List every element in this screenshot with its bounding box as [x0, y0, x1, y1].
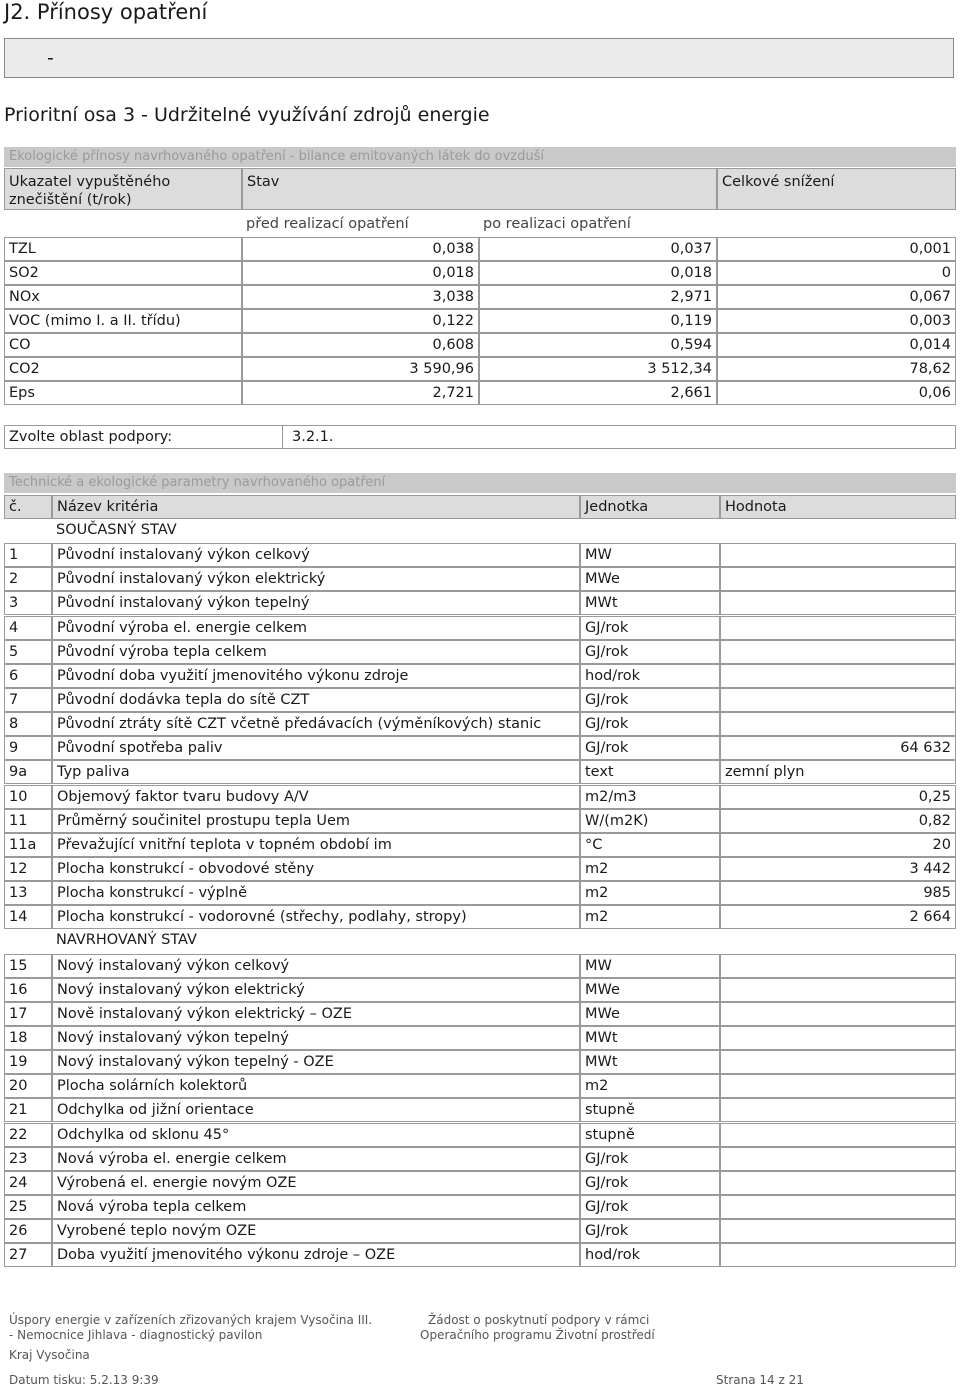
- criterion-value: [720, 1219, 956, 1243]
- criteria-row: [4, 881, 956, 905]
- criterion-unit: GJ/rok: [580, 688, 720, 712]
- criterion-value: 985: [720, 881, 956, 905]
- pollutant-name: CO: [4, 333, 242, 357]
- criterion-name: Původní spotřeba paliv: [52, 736, 580, 760]
- criteria-row: [4, 1074, 956, 1098]
- criterion-unit: W/(m2K): [580, 809, 720, 833]
- criterion-number: 27: [4, 1243, 52, 1267]
- criterion-unit: GJ/rok: [580, 1219, 720, 1243]
- col-value-header: Hodnota: [720, 495, 956, 519]
- col-total-header: Celkové snížení: [717, 168, 956, 210]
- criterion-name: Plocha konstrukcí - výplně: [52, 881, 580, 905]
- pollutant-name: NOx: [4, 285, 242, 309]
- value-after: 2,971: [479, 285, 717, 309]
- criteria-row: [4, 1050, 956, 1074]
- col-unit-header: Jednotka: [580, 495, 720, 519]
- value-reduction: 0,014: [717, 333, 956, 357]
- criterion-unit: stupně: [580, 1098, 720, 1122]
- criterion-number: 9: [4, 736, 52, 760]
- criterion-number: 26: [4, 1219, 52, 1243]
- criterion-name: Původní dodávka tepla do sítě CZT: [52, 688, 580, 712]
- page-title: J2. Přínosy opatření: [4, 0, 208, 24]
- support-area-value: 3.2.1.: [292, 429, 334, 445]
- criteria-row: [4, 1219, 956, 1243]
- value-before: 3,038: [242, 285, 479, 309]
- criterion-number: 21: [4, 1098, 52, 1122]
- criterion-number: 19: [4, 1050, 52, 1074]
- support-area-label: Zvolte oblast podpory:: [9, 429, 173, 445]
- criterion-name: Původní instalovaný výkon elektrický: [52, 567, 580, 591]
- criterion-value: [720, 1026, 956, 1050]
- criterion-unit: m2: [580, 905, 720, 929]
- criterion-number: 7: [4, 688, 52, 712]
- value-before: 3 590,96: [242, 357, 479, 381]
- criterion-value: zemní plyn: [720, 760, 956, 784]
- value-after: 0,037: [479, 237, 717, 261]
- criterion-unit: MWe: [580, 1002, 720, 1026]
- criterion-value: [720, 688, 956, 712]
- criterion-unit: m2: [580, 881, 720, 905]
- criterion-number: 11a: [4, 833, 52, 857]
- criterion-name: Nová výroba el. energie celkem: [52, 1147, 580, 1171]
- criteria-section-label: NAVRHOVANÝ STAV: [56, 932, 197, 949]
- criterion-value: 0,25: [720, 785, 956, 809]
- criterion-unit: m2: [580, 857, 720, 881]
- criterion-name: Původní výroba tepla celkem: [52, 640, 580, 664]
- criterion-value: [720, 1171, 956, 1195]
- value-before: 0,038: [242, 237, 479, 261]
- criterion-unit: MWt: [580, 1026, 720, 1050]
- criteria-row: [4, 1098, 956, 1122]
- print-date: Datum tisku: 5.2.13 9:39: [9, 1373, 159, 1387]
- criterion-unit: GJ/rok: [580, 616, 720, 640]
- page-number: Strana 14 z 21: [716, 1373, 804, 1387]
- criterion-unit: GJ/rok: [580, 1147, 720, 1171]
- criteria-row: [4, 905, 956, 929]
- criteria-row: [4, 567, 956, 591]
- criterion-name: Typ paliva: [52, 760, 580, 784]
- project-name-box: [4, 38, 954, 78]
- criterion-number: 3: [4, 591, 52, 615]
- criterion-number: 17: [4, 1002, 52, 1026]
- criterion-name: Doba využití jmenovitého výkonu zdroje – OZE: [52, 1243, 580, 1267]
- pollutant-name: SO2: [4, 261, 242, 285]
- criterion-name: Nový instalovaný výkon tepelný - OZE: [52, 1050, 580, 1074]
- criteria-row: [4, 1002, 956, 1026]
- criterion-unit: GJ/rok: [580, 712, 720, 736]
- criteria-row: [4, 833, 956, 857]
- criteria-row: [4, 640, 956, 664]
- criterion-name: Nově instalovaný výkon elektrický – OZE: [52, 1002, 580, 1026]
- criterion-number: 23: [4, 1147, 52, 1171]
- footer-project-line: Úspory energie v zařízeních zřizovaných krajem Vysočina III.: [9, 1313, 373, 1327]
- criterion-name: Původní instalovaný výkon celkový: [52, 543, 580, 567]
- criterion-unit: MWe: [580, 567, 720, 591]
- value-reduction: 0,06: [717, 381, 956, 405]
- criteria-row: [4, 1243, 956, 1267]
- criterion-value: [720, 1074, 956, 1098]
- value-after: 3 512,34: [479, 357, 717, 381]
- value-before: 0,018: [242, 261, 479, 285]
- criterion-value: [720, 1098, 956, 1122]
- criterion-unit: stupně: [580, 1123, 720, 1147]
- criterion-unit: GJ/rok: [580, 1171, 720, 1195]
- col-no-header: č.: [4, 495, 52, 519]
- criterion-unit: MW: [580, 954, 720, 978]
- value-reduction: 0: [717, 261, 956, 285]
- criterion-name: Výrobená el. energie novým OZE: [52, 1171, 580, 1195]
- support-area-divider: [282, 426, 283, 448]
- criterion-number: 10: [4, 785, 52, 809]
- value-after: 0,119: [479, 309, 717, 333]
- value-after: 0,018: [479, 261, 717, 285]
- criteria-row: [4, 688, 956, 712]
- criteria-row: [4, 785, 956, 809]
- col-after-header: po realizaci opatření: [483, 216, 631, 232]
- criteria-row: [4, 1123, 956, 1147]
- criteria-row: [4, 1171, 956, 1195]
- criterion-name: Odchylka od sklonu 45°: [52, 1123, 580, 1147]
- criteria-row: [4, 760, 956, 784]
- project-name-value: -: [47, 47, 54, 69]
- criterion-unit: GJ/rok: [580, 1195, 720, 1219]
- criterion-name: Nová výroba tepla celkem: [52, 1195, 580, 1219]
- criterion-value: [720, 1195, 956, 1219]
- criteria-section-row: [4, 929, 956, 953]
- value-after: 0,594: [479, 333, 717, 357]
- pollutant-name: CO2: [4, 357, 242, 381]
- criterion-number: 11: [4, 809, 52, 833]
- criterion-name: Plocha solárních kolektorů: [52, 1074, 580, 1098]
- criterion-value: [720, 954, 956, 978]
- criteria-row: [4, 1026, 956, 1050]
- criteria-row: [4, 857, 956, 881]
- criteria-row: [4, 591, 956, 615]
- footer-application-line: Žádost o poskytnutí podpory v rámci: [428, 1313, 650, 1327]
- criterion-value: [720, 1243, 956, 1267]
- criteria-row: [4, 954, 956, 978]
- value-after: 2,661: [479, 381, 717, 405]
- pollutant-name: Eps: [4, 381, 242, 405]
- criterion-unit: °C: [580, 833, 720, 857]
- criterion-unit: MWt: [580, 1050, 720, 1074]
- criteria-row: [4, 543, 956, 567]
- criterion-name: Nový instalovaný výkon elektrický: [52, 978, 580, 1002]
- criteria-row: [4, 616, 956, 640]
- footer-left: [9, 1313, 372, 1363]
- criteria-row: [4, 978, 956, 1002]
- footer-region: Kraj Vysočina: [9, 1348, 90, 1362]
- criteria-row: [4, 712, 956, 736]
- pollutant-name: VOC (mimo I. a II. třídu): [4, 309, 242, 333]
- criterion-number: 8: [4, 712, 52, 736]
- criterion-number: 15: [4, 954, 52, 978]
- value-before: 0,608: [242, 333, 479, 357]
- col-state-header: Stav: [242, 168, 717, 210]
- criterion-value: 3 442: [720, 857, 956, 881]
- criterion-value: 20: [720, 833, 956, 857]
- criteria-section-row: [4, 519, 956, 543]
- criterion-unit: text: [580, 760, 720, 784]
- criteria-row: [4, 809, 956, 833]
- pollutant-name: TZL: [4, 237, 242, 261]
- criterion-number: 4: [4, 616, 52, 640]
- criteria-row: [4, 736, 956, 760]
- criterion-number: 16: [4, 978, 52, 1002]
- emissions-section-header: Ekologické přínosy navrhovaného opatření - bilance emitovaných látek do ovzduší: [4, 147, 956, 167]
- footer-project-subline: - Nemocnice Jihlava - diagnostický pavilon: [9, 1328, 263, 1342]
- criterion-name: Průměrný součinitel prostupu tepla Uem: [52, 809, 580, 833]
- criterion-number: 6: [4, 664, 52, 688]
- criterion-value: 64 632: [720, 736, 956, 760]
- criterion-number: 24: [4, 1171, 52, 1195]
- value-reduction: 0,067: [717, 285, 956, 309]
- criterion-value: [720, 978, 956, 1002]
- value-reduction: 0,003: [717, 309, 956, 333]
- criteria-row: [4, 1147, 956, 1171]
- criterion-unit: hod/rok: [580, 664, 720, 688]
- criterion-number: 18: [4, 1026, 52, 1050]
- criteria-header-row: [4, 495, 956, 519]
- value-reduction: 0,001: [717, 237, 956, 261]
- criterion-value: [720, 1002, 956, 1026]
- criterion-value: 0,82: [720, 809, 956, 833]
- criterion-unit: MWt: [580, 591, 720, 615]
- criterion-number: 13: [4, 881, 52, 905]
- criterion-value: [720, 664, 956, 688]
- criterion-unit: GJ/rok: [580, 736, 720, 760]
- criterion-unit: MWe: [580, 978, 720, 1002]
- criterion-name: Nový instalovaný výkon tepelný: [52, 1026, 580, 1050]
- criterion-unit: hod/rok: [580, 1243, 720, 1267]
- criterion-name: Původní instalovaný výkon tepelný: [52, 591, 580, 615]
- priority-axis-title: Prioritní osa 3 - Udržitelné využívání zdrojů energie: [4, 104, 490, 126]
- criterion-value: [720, 1123, 956, 1147]
- criterion-name: Původní výroba el. energie celkem: [52, 616, 580, 640]
- criterion-name: Odchylka od jižní orientace: [52, 1098, 580, 1122]
- criterion-number: 12: [4, 857, 52, 881]
- criterion-number: 22: [4, 1123, 52, 1147]
- col-before-header: před realizací opatření: [246, 216, 409, 232]
- criterion-value: [720, 1147, 956, 1171]
- criterion-number: 14: [4, 905, 52, 929]
- criterion-value: [720, 640, 956, 664]
- criterion-name: Převažující vnitřní teplota v topném období im: [52, 833, 580, 857]
- col-indicator-header: Ukazatel vypuštěného znečištění (t/rok): [4, 168, 242, 210]
- col-name-header: Název kritéria: [52, 495, 580, 519]
- criterion-value: [720, 567, 956, 591]
- criterion-name: Objemový faktor tvaru budovy A/V: [52, 785, 580, 809]
- criterion-unit: MW: [580, 543, 720, 567]
- criterion-number: 5: [4, 640, 52, 664]
- criterion-number: 1: [4, 543, 52, 567]
- criterion-number: 2: [4, 567, 52, 591]
- criterion-number: 20: [4, 1074, 52, 1098]
- value-reduction: 78,62: [717, 357, 956, 381]
- criterion-value: [720, 543, 956, 567]
- value-before: 2,721: [242, 381, 479, 405]
- footer-programme-line: Operačního programu Životní prostředí: [420, 1328, 655, 1342]
- criterion-value: [720, 712, 956, 736]
- criterion-name: Plocha konstrukcí - vodorovné (střechy, podlahy, stropy): [52, 905, 580, 929]
- criteria-section-header: Technické a ekologické parametry navrhovaného opatření: [4, 473, 956, 493]
- criterion-number: 9a: [4, 760, 52, 784]
- criterion-number: 25: [4, 1195, 52, 1219]
- criterion-name: Původní ztráty sítě CZT včetně předávacích (výměníkových) stanic: [52, 712, 580, 736]
- criterion-value: 2 664: [720, 905, 956, 929]
- criterion-value: [720, 591, 956, 615]
- footer-right: [420, 1313, 655, 1343]
- criterion-name: Plocha konstrukcí - obvodové stěny: [52, 857, 580, 881]
- criterion-name: Původní doba využití jmenovitého výkonu zdroje: [52, 664, 580, 688]
- criterion-name: Vyrobené teplo novým OZE: [52, 1219, 580, 1243]
- criterion-value: [720, 616, 956, 640]
- criterion-unit: GJ/rok: [580, 640, 720, 664]
- value-before: 0,122: [242, 309, 479, 333]
- criterion-name: Nový instalovaný výkon celkový: [52, 954, 580, 978]
- criterion-unit: m2: [580, 1074, 720, 1098]
- criteria-row: [4, 1195, 956, 1219]
- criterion-value: [720, 1050, 956, 1074]
- criteria-row: [4, 664, 956, 688]
- criterion-unit: m2/m3: [580, 785, 720, 809]
- criteria-section-label: SOUČASNÝ STAV: [56, 522, 177, 538]
